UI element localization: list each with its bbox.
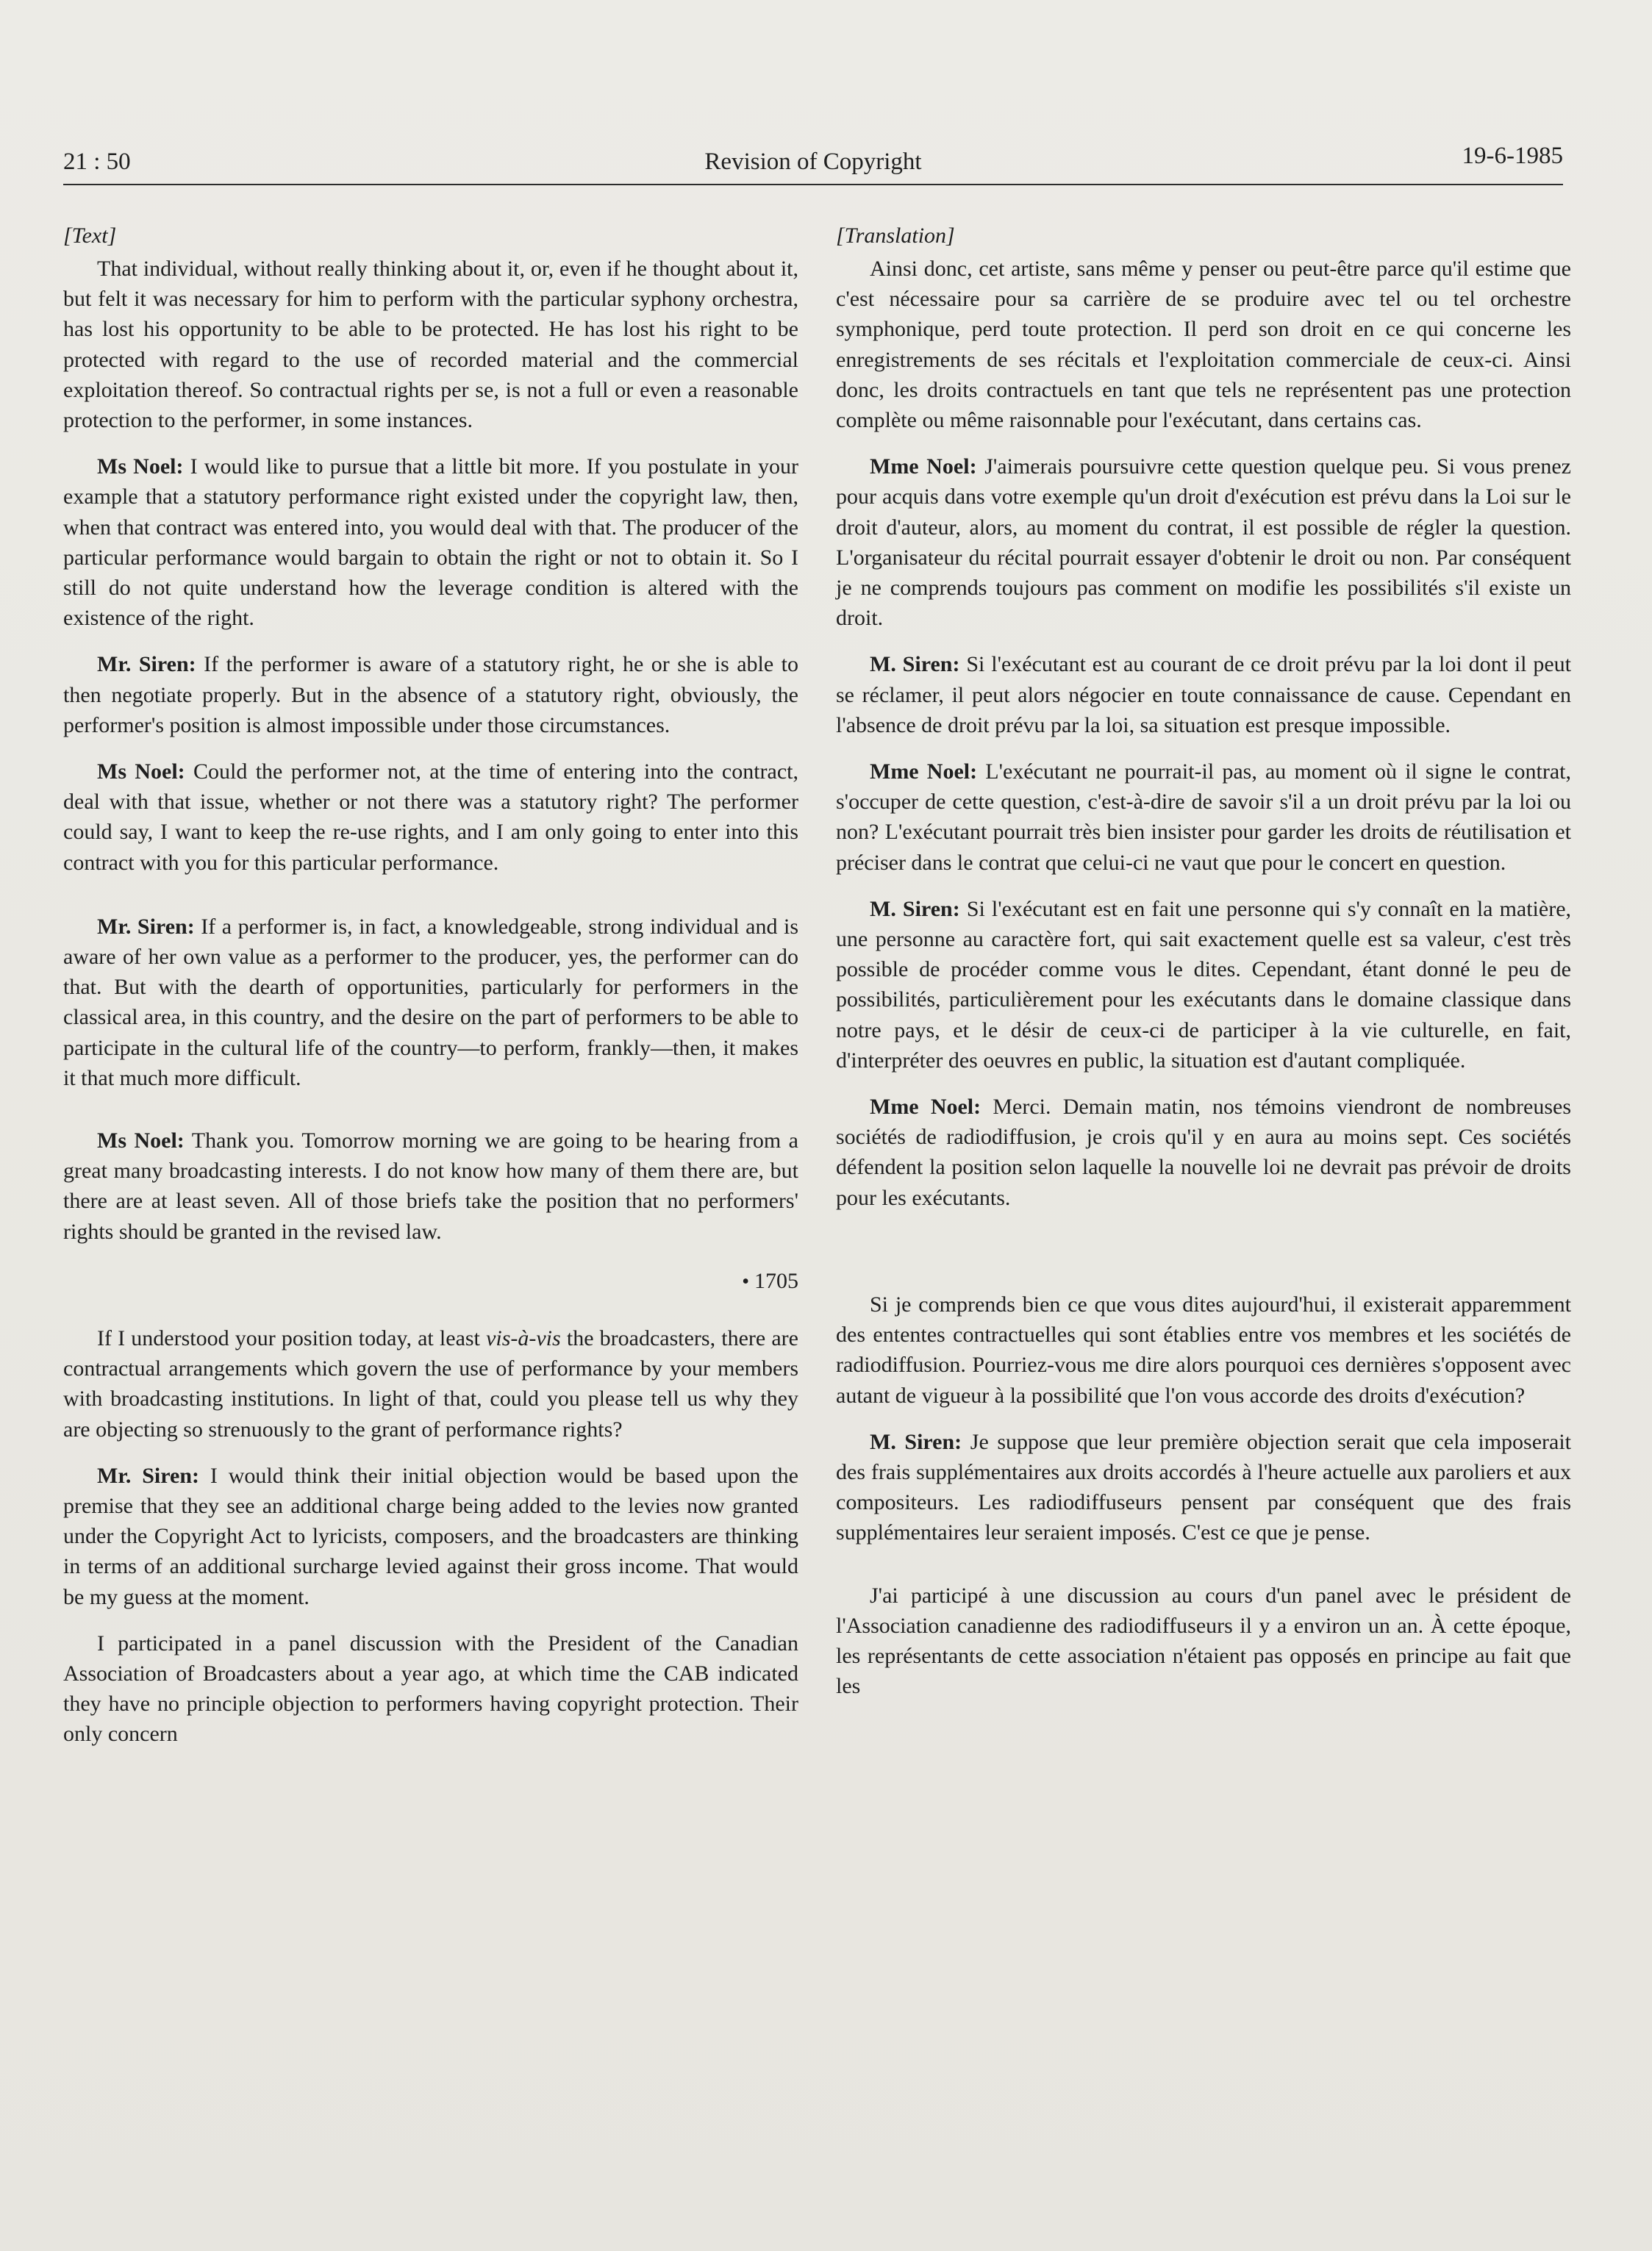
paragraph — [836, 1581, 1571, 1702]
speaker-paragraph — [836, 451, 1571, 633]
paragraph-text: the broadcasters, there are contractual arrangements which govern the use of performance by your members with broadcasting institutions. In light of that, could you please tell us why they are objecting so strenuously to the grant of performance rights? — [63, 1325, 798, 1442]
speaker-name: Mr. Siren: — [97, 1463, 200, 1488]
speaker-name: M. Siren: — [870, 896, 960, 921]
speaker-name: Ms Noel: — [97, 759, 185, 784]
paragraph-text: I participated in a panel discussion with the President of the Canadian Association of Broadcasters about a year ago, at which time the CAB indicated they have no principle objection to performers having copyright protection. Their only concern — [63, 1631, 798, 1747]
speaker-paragraph — [836, 894, 1571, 1076]
speaker-paragraph — [63, 756, 798, 878]
speaker-text: Thank you. Tomorrow morning we are going to be hearing from a great many broadcasting interests. I do not know how many of them there are, but there are at least seven. All of those briefs take the position that no performers' rights should be granted in the revised law. — [63, 1128, 798, 1244]
french-column — [836, 221, 1571, 1717]
paragraph — [63, 1323, 798, 1445]
speaker-paragraph — [63, 1126, 798, 1247]
speaker-name: Mr. Siren: — [97, 914, 195, 939]
speaker-text: L'exécutant ne pourrait-il pas, au moment où il signe le contrat, s'occuper de cette question, c'est-à-dire de savoir s'il a un droit prévu par la loi ou non? L'exécutant pourrait très bien insister pour garder les droits de réutilisation et préciser dans le contrat que celui-ci ne vaut que pour le concert en question. — [836, 759, 1572, 875]
paragraph — [63, 254, 798, 435]
running-title: Revision of Copyright — [704, 148, 922, 175]
speaker-text: I would like to pursue that a little bit more. If you postulate in your example that a statutory performance right existed under the copyright law, then, when that contract was entered into, you would deal with that. The producer of the particular performance would bargain to obtain the right or not to obtain it. So I still do not quite understand how the leverage condition is altered with the existence of the right. — [63, 454, 799, 631]
speaker-name: Mme Noel: — [870, 454, 977, 479]
page-header — [63, 144, 1563, 188]
column-spacer — [836, 1229, 1571, 1289]
paragraph — [836, 1289, 1571, 1411]
speaker-paragraph — [836, 756, 1571, 878]
paragraph-text: If I understood your position today, at least — [97, 1325, 487, 1350]
speaker-paragraph — [63, 451, 798, 633]
text-tag: [Text] — [63, 223, 117, 248]
speaker-text: Merci. Demain matin, nos témoins viendront de nombreuses sociétés de radiodiffusion, je crois qu'il y en aura au moins sept. Ces sociétés défendent la position selon laquelle la nouvelle loi ne devrait pas prévoir de droits pour les exécutants. — [836, 1095, 1572, 1210]
italic-phrase: vis-à-vis — [486, 1325, 561, 1350]
speaker-paragraph — [836, 1427, 1571, 1548]
speaker-paragraph — [63, 1461, 798, 1612]
header-date: 19-6-1985 — [1462, 143, 1563, 169]
paragraph — [836, 254, 1571, 435]
speaker-paragraph — [63, 912, 798, 1093]
paragraph-text: Ainsi donc, cet artiste, sans même y penser ou peut-être parce qu'il estime que c'est nécessaire pour sa carrière de se produire avec tel ou tel orchestre symphonique, perd toute protection. Il perd son droit en ce qui concerne les enregistrements de ses récitals et l'exploitation commerciale de ceux-ci. Ainsi donc, les droits contractuels en tant que tels ne représentent pas une protection complète ou même raisonnable pour l'exécutant, dans certains cas. — [836, 257, 1571, 433]
speaker-name: Mme Noel: — [870, 1095, 981, 1120]
paragraph-text: That individual, without really thinking about it, or, even if he thought about it, but felt it was necessary for him to perform with the particular syphony orchestra, has lost his opportunity to be able to be protected. He has lost his right to be protected with regard to the use of recorded material and the commercial exploitation thereof. So contractual rights per se, is not a full or even a reasonable protection to the performer, in some instances. — [63, 257, 798, 433]
speaker-name: Ms Noel: — [97, 1128, 185, 1153]
time-marker: • 1705 — [63, 1266, 798, 1297]
speaker-name: M. Siren: — [870, 1429, 962, 1454]
speaker-text: Could the performer not, at the time of entering into the contract, deal with that issue, whether or not there was a statutory right? The performer could say, I want to keep the re-use rights, and I am only going to enter into this contract with you for this particular performance. — [63, 759, 799, 875]
header-rule — [63, 184, 1563, 185]
paragraph — [63, 1628, 798, 1750]
page-reference: 21 : 50 — [63, 148, 131, 175]
speaker-name: Mme Noel: — [870, 759, 978, 784]
speaker-name: Ms Noel: — [97, 454, 184, 479]
speaker-text: J'aimerais poursuivre cette question quelque peu. Si vous prenez pour acquis dans votre exemple qu'un droit d'exécution est prévu dans la Loi sur le droit d'auteur, alors, au moment du contrat, il est possible de régler la question. L'organisateur du récital pourrait essayer d'obtenir le droit ou non. Par conséquent je ne comprends toujours pas comment on modifie les possibilités s'il existe un droit. — [836, 454, 1571, 631]
speaker-text: If the performer is aware of a statutory right, he or she is able to then negotiate properly. But in the absence of a statutory right, obviously, the performer's position is almost impossible under those circumstances. — [63, 652, 798, 737]
translation-tag: [Translation] — [836, 223, 955, 248]
english-column — [63, 221, 798, 1766]
speaker-text: Je suppose que leur première objection serait que cela imposerait des frais supplémentaires aux droits accordés à l'heure actuelle aux paroliers et aux compositeurs. Les radiodiffuseurs pensent par conséquent que des frais supplémentaires leur seraient imposés. C'est ce que je pense. — [836, 1429, 1571, 1545]
paragraph-text: Si je comprends bien ce que vous dites aujourd'hui, il existerait apparemment des ententes contractuelles qui sont établies entre vos membres et les sociétés de radiodiffusion. Pourriez-vous me dire alors pourquoi ces dernières s'opposent avec autant de vigueur à la possibilité que l'on vous accorde des droits d'exécution? — [836, 1292, 1571, 1408]
speaker-name: M. Siren: — [870, 652, 960, 677]
speaker-text: If a performer is, in fact, a knowledgeable, strong individual and is aware of her own value as a performer to the producer, yes, the performer can do that. But with the dearth of opportunities, particularly for performers in the classical area, in this country, and the desire on the part of performers to be able to participate in the cultural life of the country—to perform, frankly—then, it makes it that much more difficult. — [63, 914, 798, 1090]
speaker-name: Mr. Siren: — [97, 652, 196, 677]
speaker-paragraph — [836, 649, 1571, 740]
speaker-text: I would think their initial objection would be based upon the premise that they see an additional charge being added to the levies now granted under the Copyright Act to lyricists, composers, and the broadcasters are thinking in terms of an additional surcharge levied against their gross income. That would be my guess at the moment. — [63, 1463, 798, 1609]
paragraph-text: J'ai participé à une discussion au cours d'un panel avec le président de l'Association canadienne des radiodiffuseurs il y a environ un an. À cette époque, les représentants de cette association n'étaient pas opposés en principe au fait que les — [836, 1583, 1571, 1699]
speaker-text: Si l'exécutant est au courant de ce droit prévu par la loi dont il peut se réclamer, il peut alors négocier en toute connaissance de cause. Cependant en l'absence de droit prévu par la loi, sa situation est presque impossible. — [836, 652, 1571, 737]
speaker-text: Si l'exécutant est en fait une personne qui s'y connaît en la matière, une personne au caractère fort, qui sait exactement quelle est sa valeur, c'est très possible de procéder comme vous le dites. Cependant, étant donné le peu de possibilités, particulièrement pour les exécutants dans le domaine classique dans notre pays, et le désir de ceux-ci de participer à la vie culturelle, en fait, d'interpréter des oeuvres en public, la situation est d'autant compliquée. — [836, 896, 1572, 1073]
speaker-paragraph — [836, 1092, 1571, 1213]
speaker-paragraph — [63, 649, 798, 740]
